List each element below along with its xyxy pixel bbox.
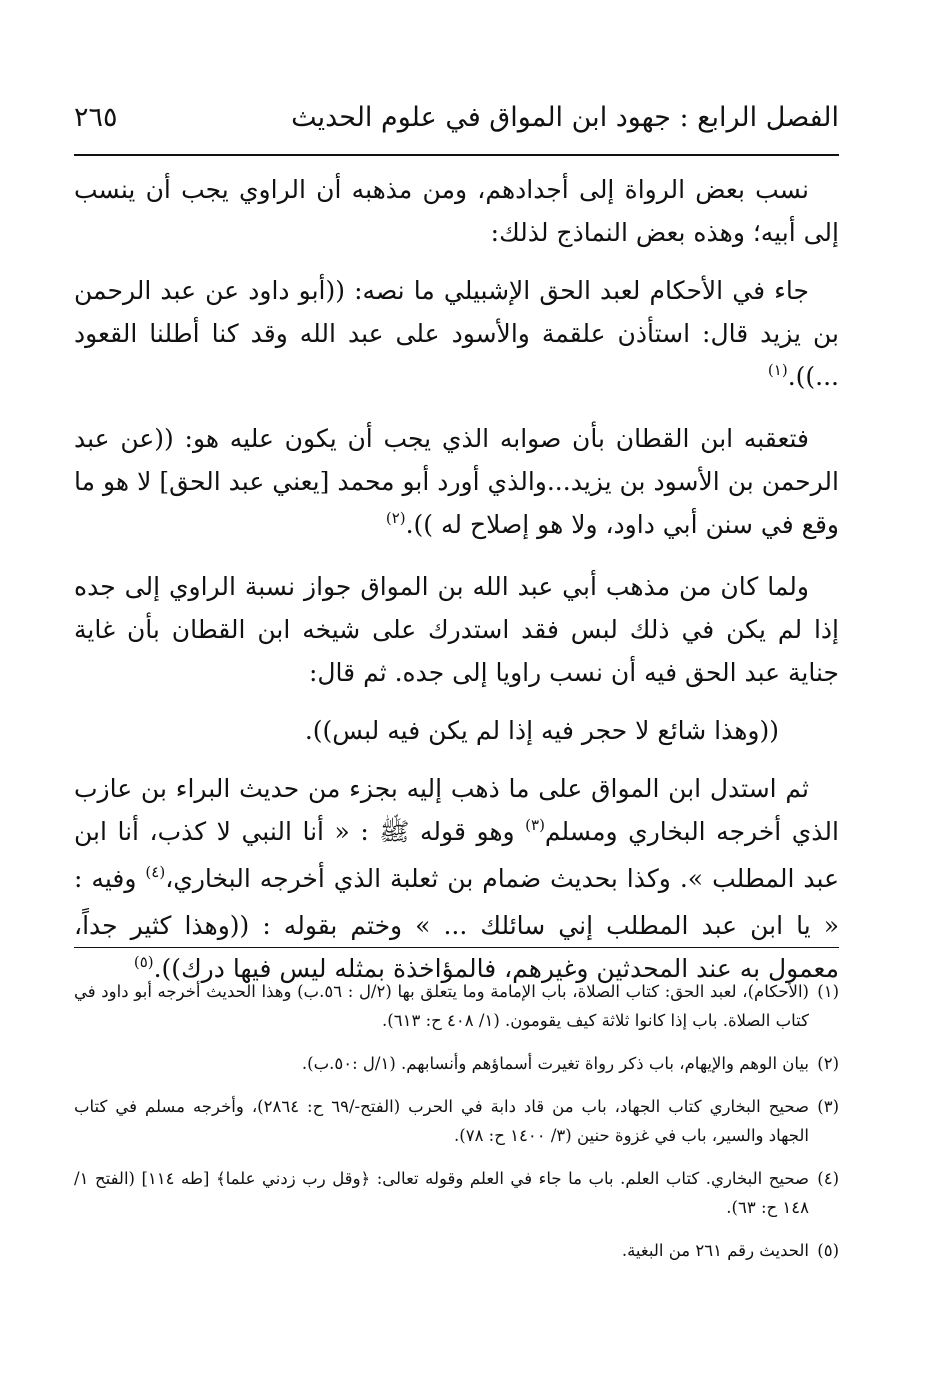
footnote-ref: (١) bbox=[767, 361, 788, 379]
paragraph-text: فتعقبه ابن القطان بأن صوابه الذي يجب أن يكون عليه هو: ((عن عبد الرحمن بن الأسود بن يزيد...والذي أورد أبو محمد [يعني عبد الحق] لا هو ما وقع في سنن أبي داود، ولا هو إصلاح له )). bbox=[74, 424, 839, 539]
footnote bbox=[74, 1049, 839, 1078]
footnote-ref: (٢) bbox=[385, 509, 406, 527]
paragraph-text: وفيه : « يا ابن عبد المطلب إني سائلك ... » وختم بقوله : ((وهذا كثير جداً، معمول به عند المحدثين وغيرهم، فالمؤاخذة بمثله ليس فيها درك)). bbox=[74, 864, 839, 983]
header-rule bbox=[74, 154, 839, 156]
paragraph bbox=[74, 168, 839, 254]
footnote-text: الحديث رقم ٢٦١ من البغية. bbox=[621, 1241, 809, 1260]
paragraph bbox=[74, 767, 839, 994]
footnote-text: بيان الوهم والإيهام، باب ذكر رواة تغيرت أسماؤهم وأنسابهم. (١/ل :٥٠.ب). bbox=[301, 1054, 809, 1073]
paragraph-text: وهو قوله ﷺ : « أنا النبي لا كذب، أنا ابن عبد المطلب ». وكذا بحديث ضمام بن ثعلبة الذي أخرجه البخاري، bbox=[74, 817, 840, 893]
footnote-number: (٤) bbox=[817, 1169, 839, 1188]
paragraph bbox=[74, 417, 839, 550]
footnotes bbox=[74, 977, 839, 1279]
footnote-number: (١) bbox=[817, 982, 839, 1001]
paragraph-text: نسب بعض الرواة إلى أجدادهم، ومن مذهبه أن الراوي يجب أن ينسب إلى أبيه؛ وهذه بعض النماذج لذلك: bbox=[74, 175, 839, 247]
running-header bbox=[74, 98, 839, 148]
main-text bbox=[74, 168, 839, 1009]
chapter-title: الفصل الرابع : جهود ابن المواق في علوم الحديث bbox=[291, 102, 839, 133]
footnote-text: (الأحكام)، لعبد الحق: كتاب الصلاة، باب الإمامة وما يتعلق بها (٢/ل : ٥٦.ب) وهذا الحديث أخرجه أبو داود في كتاب الصلاة. باب إذا كانوا ثلاثة كيف يقومون. (١/ ٤٠٨ ح: ٦١٣). bbox=[74, 982, 809, 1030]
quotation-text: ((وهذا شائع لا حجر فيه إذا لم يكن فيه لبس)). bbox=[304, 716, 779, 745]
footnote-number: (٥) bbox=[817, 1241, 839, 1260]
footnote bbox=[74, 1092, 839, 1150]
page-number: ٢٦٥ bbox=[74, 102, 118, 133]
paragraph-text: ولما كان من مذهب أبي عبد الله بن المواق جواز نسبة الراوي إلى جده إذا لم يكن في ذلك لبس فقد استدرك على شيخه ابن القطان بأن غاية جناية عبد الحق فيه أن نسب راويا إلى جده. ثم قال: bbox=[74, 572, 839, 687]
footnote-number: (٣) bbox=[817, 1097, 840, 1116]
footnote-text: صحيح البخاري. كتاب العلم. باب ما جاء في العلم وقوله تعالى: ﴿وقل رب زدني علما﴾ [طه ١١٤] (الفتح ١/ ١٤٨ ح: ٦٣). bbox=[74, 1169, 809, 1217]
footnote-rule bbox=[74, 947, 839, 948]
paragraph bbox=[74, 565, 839, 694]
footnote-number: (٢) bbox=[817, 1054, 839, 1073]
quotation bbox=[74, 709, 839, 752]
paragraph-text: جاء في الأحكام لعبد الحق الإشبيلي ما نصه: ((أبو داود عن عبد الرحمن بن يزيد قال: استأذن علقمة والأسود على عبد الله وقد كنا أطلنا القعود ...)). bbox=[74, 276, 839, 391]
footnote-text: صحيح البخاري كتاب الجهاد، باب من قاد دابة في الحرب (الفتح-/٦٩ ح: ٢٨٦٤)، وأخرجه مسلم في كتاب الجهاد والسير، باب في غزوة حنين (٣/ ١٤٠٠ ح: ٧٨). bbox=[74, 1097, 810, 1145]
footnote-ref: (٣) bbox=[525, 816, 545, 834]
footnote-ref: (٤) bbox=[145, 863, 166, 881]
footnote bbox=[74, 1236, 839, 1265]
footnote bbox=[74, 977, 839, 1035]
footnote-ref: (٥) bbox=[133, 953, 154, 971]
paragraph bbox=[74, 269, 839, 402]
paragraph-text: ثم استدل ابن المواق على ما ذهب إليه بجزء من حديث البراء بن عازب الذي أخرجه البخاري ومسلم bbox=[74, 774, 839, 846]
footnote bbox=[74, 1164, 839, 1222]
